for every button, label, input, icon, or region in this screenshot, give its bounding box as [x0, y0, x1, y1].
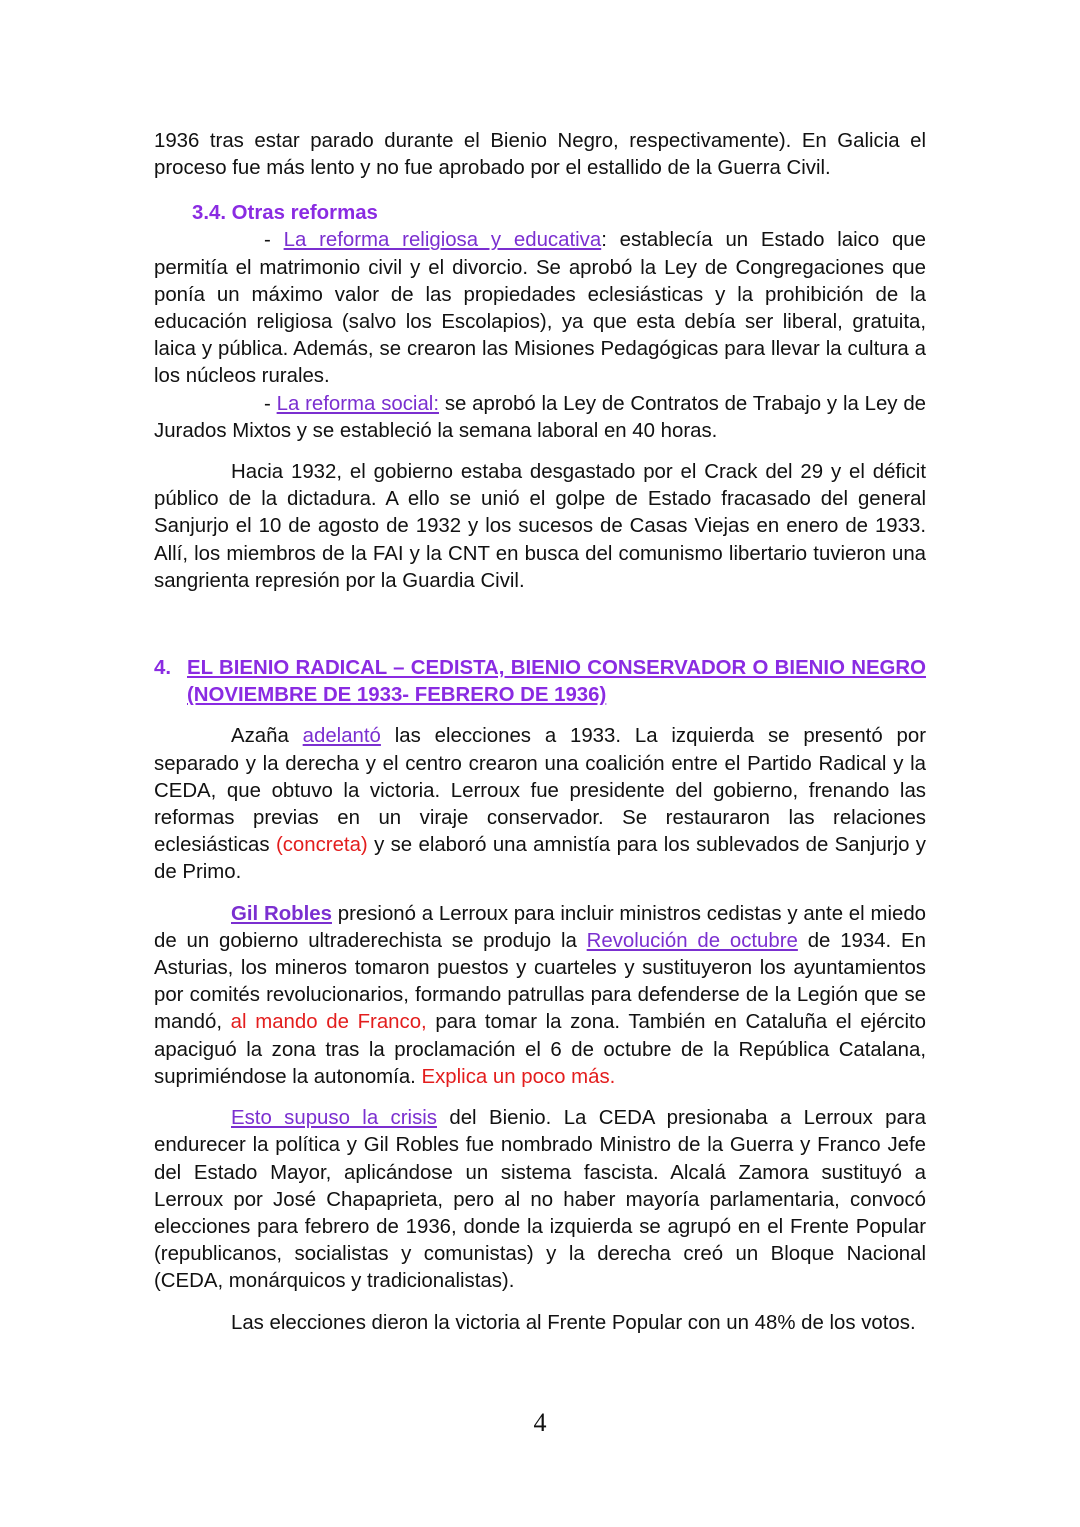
- document-page: [154, 128, 926, 1337]
- text-run: Azaña: [231, 725, 303, 748]
- social-reform-text: se aprobó la Ley de Contratos de Trabajo y la Ley de Jurados Mixtos y se estableció la semana laboral en 40 horas.: [154, 392, 927, 442]
- teacher-comment-franco: al mando de Franco,: [222, 1011, 427, 1034]
- gil-robles-link[interactable]: Gil Robles: [231, 902, 332, 925]
- reform-item-social: [154, 391, 926, 445]
- section-number: 4.: [154, 657, 172, 680]
- paragraph-elections-1933: [154, 723, 926, 886]
- bullet-dash: -: [264, 229, 284, 252]
- revolucion-octubre-link[interactable]: Revolución de octubre: [586, 929, 798, 952]
- reform-item-religious: [154, 227, 926, 390]
- text-run: las elecciones a 1933. La izquierda se presentó por separado y la derecha y el centro crearon una coalición entre el Partido Radical y la CEDA, que obtuvo la victoria. Lerroux fue presidente del gobierno, frenando las reformas previas en un viraje conservador. Se restauraron las relaciones eclesiásticas: [154, 725, 926, 857]
- teacher-comment-concreta: (concreta): [275, 834, 368, 857]
- subsection-heading: 3.4. Otras reformas: [192, 202, 378, 225]
- social-reform-link[interactable]: La reforma social:: [276, 392, 439, 415]
- text-run: para tomar la zona. También en Cataluña el ejército apaciguó la zona tras la proclamación el 6 de octubre de la República Catalana, suprimiéndose la autonomía.: [154, 1011, 927, 1088]
- section-title: EL BIENIO RADICAL – CEDISTA, BIENIO CONSERVADOR O BIENIO NEGRO (NOVIEMBRE DE 1933- FEBRERO DE 1936): [187, 657, 926, 707]
- text-run: del Bienio. La CEDA presionaba a Lerroux para endurecer la política y Gil Robles fue nombrado Ministro de la Guerra y Franco Jefe del Estado Mayor, aplicándose un sistema fascista. Alcalá Zamora sustituyó a Lerroux por José Chapaprieta, pero al no haber mayoría parlamentaria, convocó elecciones para febrero de 1936, donde la izquierda se agrupó en el Frente Popular (republicanos, socialistas y comunistas) y la derecha creó un Bloque Nacional (CEDA, monárquicos y tradicionalistas).: [154, 1107, 926, 1293]
- paragraph-revolution-1934: [154, 901, 926, 1091]
- bullet-dash: -: [264, 392, 277, 415]
- paragraph-1932: Hacia 1932, el gobierno estaba desgastado por el Crack del 29 y el déficit público de la dictadura. A ello se unió el golpe de Estado fracasado del general Sanjurjo el 10 de agosto de 1932 y los sucesos de Casas Viejas en enero de 1933. Allí, los miembros de la FAI y la CNT en busca del comunismo libertario tuvieron una sangrienta represión por la Guardia Civil.: [154, 461, 926, 592]
- section-heading: [154, 655, 926, 709]
- text-run: presionó a Lerroux para incluir ministros cedistas y ante el miedo de un gobierno ultraderechista se produjo la: [154, 902, 927, 952]
- teacher-comment-explain: Explica un poco más.: [421, 1065, 616, 1088]
- intro-paragraph: 1936 tras estar parado durante el Bienio Negro, respectivamente). En Galicia el proceso fue más lento y no fue aprobado por el estallido de la Guerra Civil.: [154, 130, 926, 180]
- religious-reform-text: : establecía un Estado laico que permitía el matrimonio civil y el divorcio. Se aprobó la Ley de Congregaciones que ponía un máximo valor de las propiedades eclesiásticas y la prohibición de la educación religiosa (salvo los Escolapios), ya que esta debía ser liberal, gratuita, laica y pública. Además, se crearon las Misiones Pedagógicas para llevar la cultura a los núcleos rurales.: [154, 229, 926, 388]
- paragraph-elections-1936: Las elecciones dieron la victoria al Frente Popular con un 48% de los votos.: [231, 1311, 916, 1334]
- text-run: de 1934. En Asturias, los mineros tomaron puestos y cuarteles y sustituyeron los ayuntamientos por comités revolucionarios, formando patrullas para defenderse de la Legión que se mandó,: [154, 929, 926, 1034]
- adelanto-link[interactable]: adelantó: [302, 725, 381, 748]
- text-run: y se elaboró una amnistía para los sublevados de Sanjurjo y de Primo.: [154, 834, 926, 884]
- crisis-link[interactable]: Esto supuso la crisis: [231, 1107, 437, 1130]
- religious-reform-link[interactable]: La reforma religiosa y educativa: [283, 229, 602, 252]
- page-number: 4: [533, 1408, 547, 1437]
- paragraph-crisis: [154, 1105, 926, 1295]
